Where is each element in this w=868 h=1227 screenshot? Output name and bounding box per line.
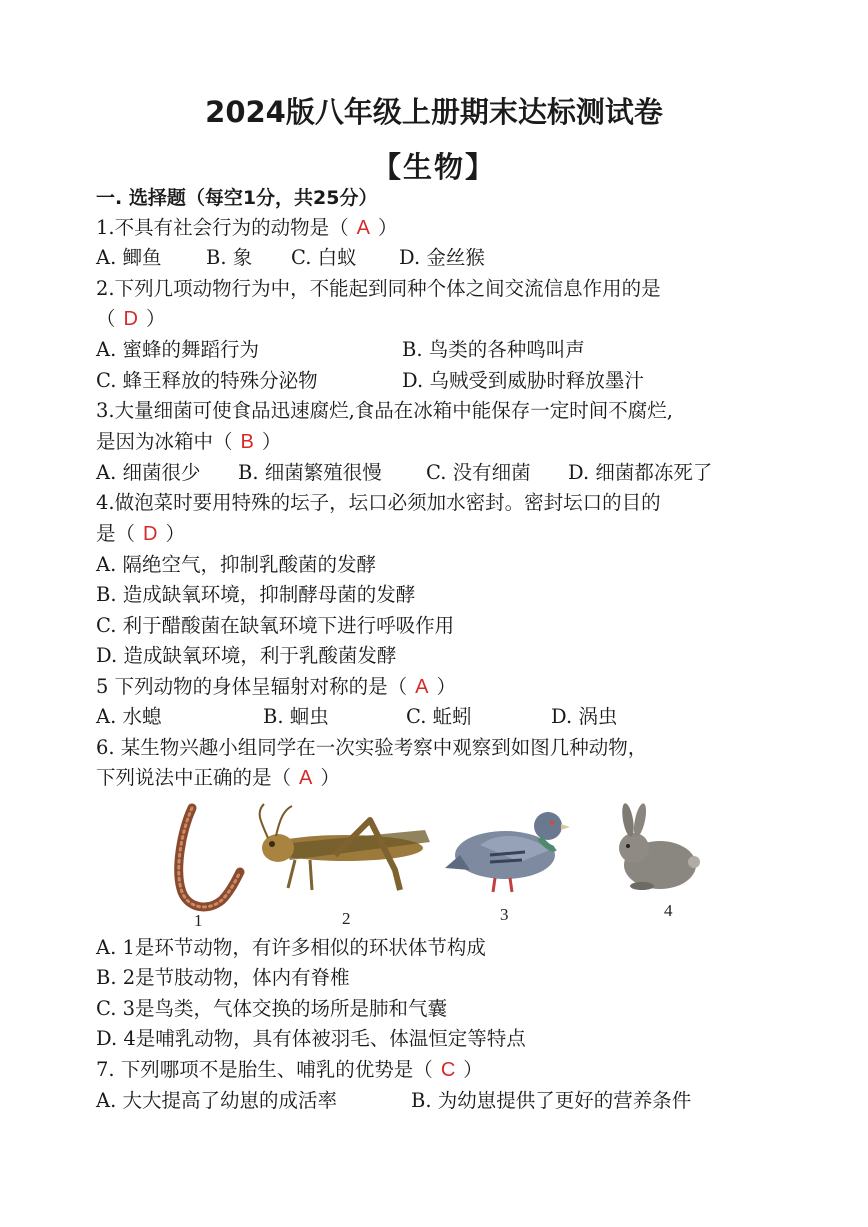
option-b: B. 细菌繁殖很慢 [238, 461, 382, 484]
figure-label-4: 4 [664, 901, 673, 920]
question-4: 4.做泡菜时要用特殊的坛子，坛口必须加水密封。密封坛口的目的 [96, 491, 661, 514]
exam-title: 2024版八年级上册期末达标测试卷 [205, 95, 663, 129]
question-stem: 1.不具有社会行为的动物是（ [96, 216, 349, 239]
option-d: D. 金丝猴 [399, 246, 485, 269]
answer-mark: B [240, 431, 254, 453]
answer-mark: A [299, 767, 313, 789]
subject-heading: 【生物】 [371, 150, 496, 184]
question-5: 5 下列动物的身体呈辐射对称的是（ A ） [96, 675, 456, 698]
option-c: C. 蜂王释放的特殊分泌物 [96, 369, 318, 392]
option-a: A. 1是环节动物，有许多相似的环状体节构成 [96, 936, 486, 959]
option-b: B. 为幼崽提供了更好的营养条件 [411, 1089, 692, 1112]
option-c: C. 蚯蚓 [406, 705, 472, 728]
figure-label-1: 1 [194, 911, 203, 930]
option-b: B. 鸟类的各种鸣叫声 [402, 338, 585, 361]
question-2: 2.下列几项动物行为中，不能起到同种个体之间交流信息作用的是 [96, 277, 661, 300]
option-b: B. 象 [206, 246, 253, 269]
option-b: B. 造成缺氧环境，抑制酵母菌的发酵 [96, 583, 416, 606]
section-heading: 一. 选择题（每空1分，共25分） [96, 187, 378, 209]
option-a: A. 隔绝空气，抑制乳酸菌的发酵 [96, 553, 376, 576]
rabbit-image [619, 802, 700, 890]
question-4-line2: 是（ D ） [96, 522, 185, 545]
question-2-answer-line: （ D ） [96, 307, 166, 330]
answer-mark: A [356, 217, 370, 239]
grasshopper-image [260, 804, 430, 890]
figure-label-3: 3 [500, 905, 509, 924]
answer-mark: D [143, 523, 158, 545]
option-a: A. 蜜蜂的舞蹈行为 [96, 338, 259, 361]
option-a: A. 水螅 [96, 705, 162, 728]
option-d: D. 造成缺氧环境，利于乳酸菌发酵 [96, 644, 397, 667]
option-b: B. 2是节肢动物，体内有脊椎 [96, 966, 350, 989]
option-d: D. 细菌都冻死了 [568, 461, 713, 484]
option-d: D. 4是哺乳动物，具有体被羽毛、体温恒定等特点 [96, 1027, 526, 1050]
question-3-line2: 是因为冰箱中（ B ） [96, 430, 282, 453]
option-a: A. 细菌很少 [96, 461, 201, 484]
option-d: D. 涡虫 [551, 705, 618, 728]
question-6-line2: 下列说法中正确的是（ A ） [96, 766, 340, 789]
option-a: A. 大大提高了幼崽的成活率 [96, 1089, 337, 1112]
option-c: C. 利于醋酸菌在缺氧环境下进行呼吸作用 [96, 614, 455, 637]
earthworm-image [179, 808, 240, 907]
answer-mark: C [440, 1059, 456, 1081]
option-c: C. 3是鸟类，气体交换的场所是肺和气囊 [96, 997, 448, 1020]
question-3: 3.大量细菌可使食品迅速腐烂,食品在冰箱中能保存一定时间不腐烂, [96, 399, 674, 422]
answer-mark: D [123, 308, 138, 330]
animals-figure [160, 800, 720, 930]
option-d: D. 乌贼受到威胁时释放墨汁 [402, 369, 644, 392]
question-1: 1.不具有社会行为的动物是（ A ） [96, 216, 398, 239]
option-c: C. 白蚁 [291, 246, 357, 269]
option-c: C. 没有细菌 [426, 461, 531, 484]
option-b: B. 蛔虫 [263, 705, 329, 728]
option-a: A. 鲫鱼 [96, 246, 162, 269]
figure-label-2: 2 [342, 909, 351, 928]
pigeon-image [445, 812, 570, 892]
question-7: 7. 下列哪项不是胎生、哺乳的优势是（ C ） [96, 1058, 483, 1081]
question-6: 6. 某生物兴趣小组同学在一次实验考察中观察到如图几种动物， [96, 736, 648, 759]
answer-mark: A [415, 676, 429, 698]
